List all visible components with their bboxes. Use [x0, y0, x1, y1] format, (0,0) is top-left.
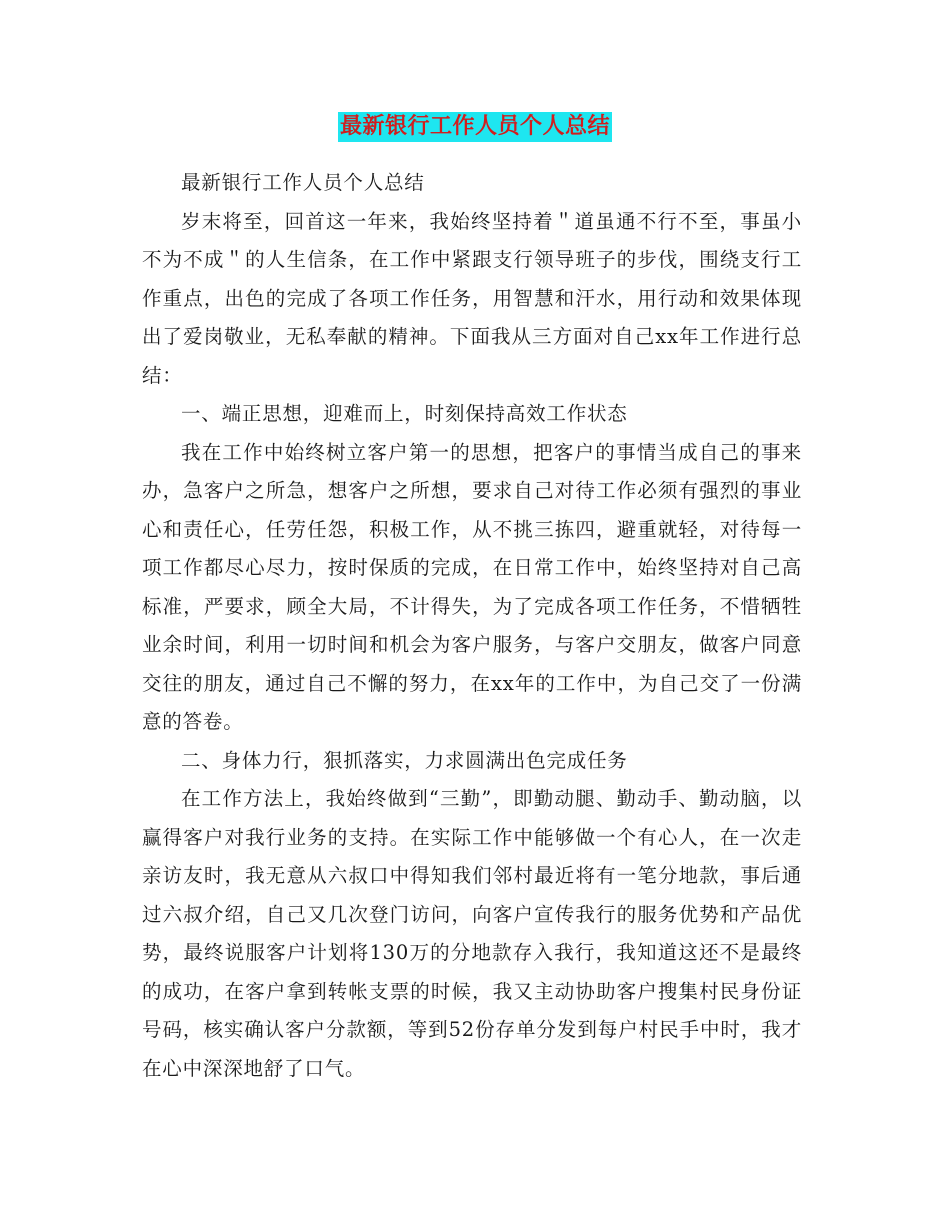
- section-heading-2: 二、身体力行，狠抓落实，力求圆满出色完成任务: [181, 748, 628, 772]
- paragraph-intro: 岁末将至，回首这一年来，我始终坚持着＂道虽通不行不至，事虽小不为不成＂的人生信条，在工作中紧跟支行领导班子的步伐，围绕支行工作重点，出色的完成了各项工作任务，用智慧和汗水，用行动和效果体现出了爱岗敬业，无私奉献的精神。下面我从三方面对自己xx年工作进行总结：: [142, 209, 802, 387]
- title-area: [0, 112, 950, 142]
- paragraph-section-1: 我在工作中始终树立客户第一的思想，把客户的事情当成自己的事来办，急客户之所急，想客户之所想，要求自己对待工作必须有强烈的事业心和责任心，任劳任怨，积极工作，从不挑三拣四，避重就轻，对待每一项工作都尽心尽力，按时保质的完成，在日常工作中，始终坚持对自己高标准，严要求，顾全大局，不计得失，为了完成各项工作任务，不惜牺牲业余时间，利用一切时间和机会为客户服务，与客户交朋友，做客户同意交往的朋友，通过自己不懈的努力，在xx年的工作中，为自己交了一份满意的答卷。: [142, 440, 802, 733]
- paragraph-section-2: 在工作方法上，我始终做到“三勤”，即勤动腿、勤动手、勤动脑，以赢得客户对我行业务的支持。在实际工作中能够做一个有心人，在一次走亲访友时，我无意从六叔口中得知我们邻村最近将有一笔分地款，事后通过六叔介绍，自己又几次登门访问，向客户宣传我行的服务优势和产品优势，最终说服客户计划将130万的分地款存入我行，我知道这还不是最终的成功，在客户拿到转帐支票的时候，我又主动协助客户搜集村民身份证号码，核实确认客户分款额，等到52份存单分发到每户村民手中时，我才在心中深深地舒了口气。: [142, 787, 802, 1080]
- document-title: 最新银行工作人员个人总结: [338, 112, 612, 142]
- document-body: [142, 164, 802, 1088]
- section-heading-1: 一、端正思想，迎难而上，时刻保持高效工作状态: [181, 402, 628, 425]
- paragraph-heading: 最新银行工作人员个人总结: [181, 171, 425, 194]
